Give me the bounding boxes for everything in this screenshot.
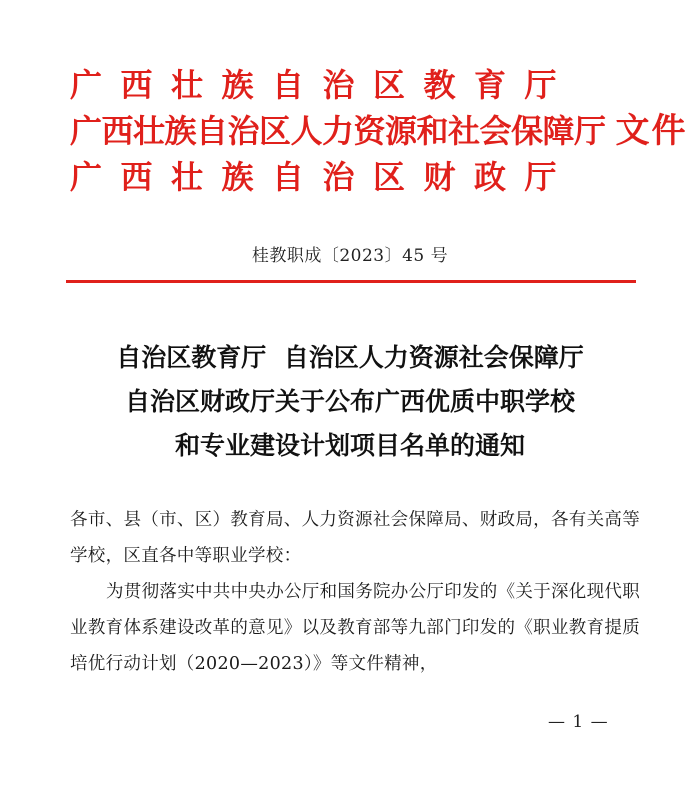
notice-title — [0, 336, 700, 468]
issuer-header — [70, 62, 688, 200]
addressee-paragraph: 各市、县（市、区）教育局、人力资源社会保障局、财政局，各有关高等学校，区直各中等职业学校： — [70, 510, 640, 566]
page-number: — 1 — — [548, 712, 609, 732]
title-line-2: 自治区财政厅关于公布广西优质中职学校 — [124, 387, 575, 416]
issuer-education-department: 广西壮族自治区教育厅 — [70, 66, 576, 104]
body-text — [70, 502, 640, 682]
issuer-hr-social-security-department — [70, 108, 688, 154]
document-number: 桂教职成〔2023〕45 号 — [251, 246, 449, 266]
issuer-finance-department: 广西壮族自治区财政厅 — [70, 158, 576, 196]
title-line-3: 和专业建设计划项目名单的通知 — [174, 431, 525, 460]
title-line-1: 自治区教育厅 自治区人力资源社会保障厅 — [116, 343, 584, 372]
red-divider-line — [66, 280, 636, 283]
body-paragraph: 为贯彻落实中共中央办公厅和国务院办公厅印发的《关于深化现代职业教育体系建设改革的意见》以及教育部等九部门印发的《职业教育提质培优行动计划（2020—2023）》等文件精神， — [70, 582, 640, 674]
issuer-hr-social-security-name: 广西壮族自治区人力资源和社会保障厅 — [70, 112, 606, 150]
document-label: 文件 — [615, 111, 688, 151]
